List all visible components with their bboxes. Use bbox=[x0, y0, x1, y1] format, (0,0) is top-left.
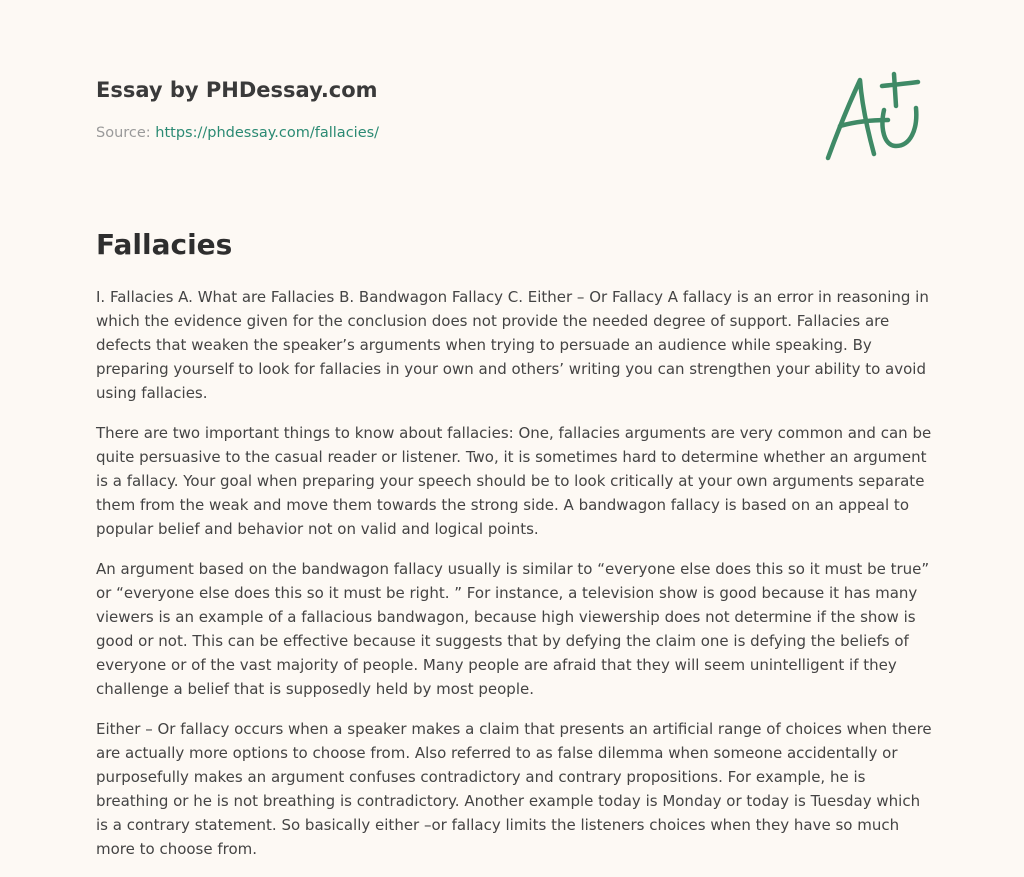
site-brand: Essay by PHDessay.com bbox=[96, 78, 378, 102]
source-label: Source: bbox=[96, 125, 156, 141]
article-paragraph-2: There are two important things to know about fallacies: One, fallacies arguments are very common and can be quite persuasive to the casual reader or listener. Two, it is sometimes hard to determine whether an argument is a fallacy. Your goal when preparing your speech should be to look critically at your own arguments separate them from the weak and move them towards the strong side. A bandwagon fallacy is based on an appeal to popular belief and behavior not on valid and logical points. bbox=[96, 424, 932, 538]
source-link[interactable]: https://phdessay.com/fallacies/ bbox=[155, 125, 380, 141]
article-paragraph-3: An argument based on the bandwagon fallacy usually is similar to “everyone else does this so it must be true” or “everyone else does this so it must be right. ” For instance, a television show is good because it has many viewers is an example of a fallacious bandwagon, because high viewership does not determine if the show is good or not. This can be effective because it suggests that by defying the claim one is defying the beliefs of everyone or of the vast majority of people. Many people are afraid that they will seem unintelligent if they challenge a belief that is supposedly held by most people. bbox=[96, 560, 930, 698]
article-title: Fallacies bbox=[96, 228, 233, 261]
source-line bbox=[96, 123, 796, 143]
page-header bbox=[96, 76, 796, 143]
article-paragraph-4: Either – Or fallacy occurs when a speaker makes a claim that presents an artificial range of choices when there are actually more options to choose from. Also referred to as false dilemma when someone accidentally or purposefully makes an argument confuses contradictory and contrary propositions. For example, he is breathing or he is not breathing is contradictory. Another example today is Monday or today is Tuesday which is a contrary statement. So basically either –or fallacy limits the listeners choices when they have so much more to choose from. bbox=[96, 720, 932, 858]
article bbox=[96, 226, 932, 877]
article-paragraph-1: I. Fallacies A. What are Fallacies B. Bandwagon Fallacy C. Either – Or Fallacy A fallacy is an error in reasoning in which the evidence given for the conclusion does not provide the needed degree of support. Fallacies are defects that weaken the speaker’s arguments when trying to persuade an audience while speaking. By preparing yourself to look for fallacies in your own and others’ writing you can strengthen your ability to avoid using fallacies. bbox=[96, 288, 929, 402]
a-plus-grade-icon bbox=[818, 66, 930, 166]
